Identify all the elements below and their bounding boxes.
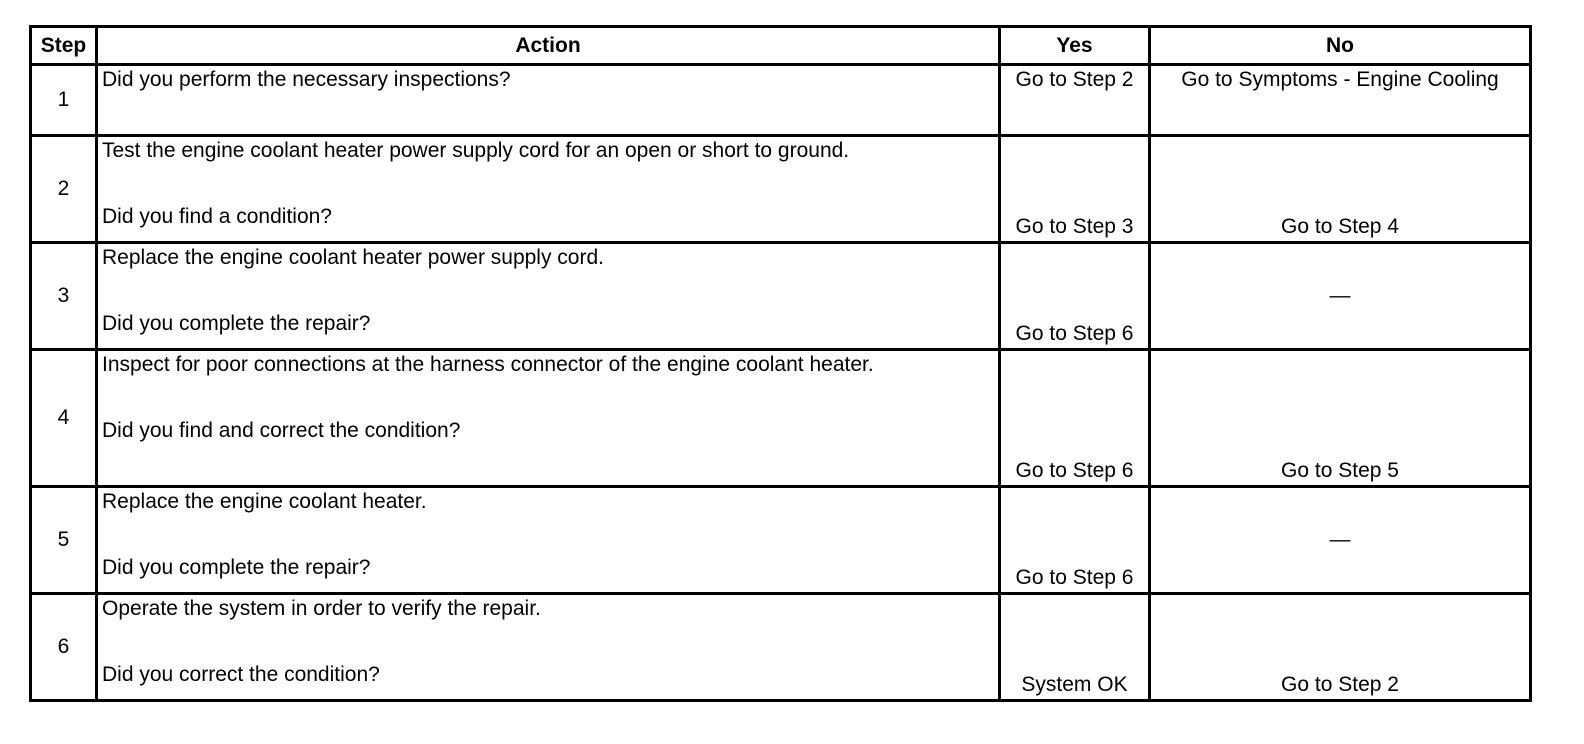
action-question: Did you find a condition? bbox=[102, 205, 332, 228]
action-cell bbox=[97, 243, 1000, 350]
action-question: Did you correct the condition? bbox=[102, 663, 380, 686]
header-no: No bbox=[1150, 27, 1531, 65]
step-number: 5 bbox=[31, 487, 97, 594]
header-row bbox=[31, 27, 1531, 65]
action-text: Operate the system in order to verify the repair. bbox=[102, 597, 541, 620]
table-row bbox=[31, 65, 1531, 136]
diagnostic-table bbox=[29, 25, 1532, 702]
step-number: 4 bbox=[31, 350, 97, 487]
table-row bbox=[31, 136, 1531, 243]
no-cell: Go to Step 4 bbox=[1150, 136, 1531, 243]
action-question: Did you complete the repair? bbox=[102, 312, 371, 335]
yes-text: Go to Step 6 bbox=[1015, 566, 1134, 589]
action-text: Inspect for poor connections at the harness connector of the engine coolant heater. bbox=[102, 353, 874, 376]
yes-text: Go to Step 6 bbox=[1015, 322, 1134, 345]
yes-cell bbox=[1000, 136, 1150, 243]
action-cell bbox=[97, 136, 1000, 243]
action-cell bbox=[97, 350, 1000, 487]
no-cell: — bbox=[1150, 487, 1531, 594]
step-number: 2 bbox=[31, 136, 97, 243]
step-number: 3 bbox=[31, 243, 97, 350]
yes-cell bbox=[1000, 243, 1150, 350]
action-text: Replace the engine coolant heater power supply cord. bbox=[102, 246, 604, 269]
action-text: Did you perform the necessary inspections? bbox=[102, 68, 511, 91]
table-row bbox=[31, 487, 1531, 594]
yes-text: Go to Step 2 bbox=[1015, 68, 1134, 91]
yes-cell bbox=[1000, 487, 1150, 594]
action-text: Replace the engine coolant heater. bbox=[102, 490, 427, 513]
header-action: Action bbox=[97, 27, 1000, 65]
step-number: 6 bbox=[31, 594, 97, 701]
table-row bbox=[31, 243, 1531, 350]
yes-cell bbox=[1000, 594, 1150, 701]
no-cell: — bbox=[1150, 243, 1531, 350]
header-step: Step bbox=[31, 27, 97, 65]
action-text: Test the engine coolant heater power supply cord for an open or short to ground. bbox=[102, 139, 850, 162]
yes-cell bbox=[1000, 65, 1150, 136]
table-row bbox=[31, 350, 1531, 487]
yes-text: System OK bbox=[1021, 673, 1128, 696]
action-cell bbox=[97, 487, 1000, 594]
action-question: Did you complete the repair? bbox=[102, 556, 371, 579]
yes-cell bbox=[1000, 350, 1150, 487]
action-cell bbox=[97, 594, 1000, 701]
action-cell bbox=[97, 65, 1000, 136]
no-cell: Go to Step 2 bbox=[1150, 594, 1531, 701]
step-number: 1 bbox=[31, 65, 97, 136]
header-yes: Yes bbox=[1000, 27, 1150, 65]
table-row bbox=[31, 594, 1531, 701]
action-question: Did you find and correct the condition? bbox=[102, 419, 461, 442]
no-cell: Go to Symptoms - Engine Cooling bbox=[1150, 65, 1531, 136]
yes-text: Go to Step 6 bbox=[1015, 459, 1134, 482]
yes-text: Go to Step 3 bbox=[1015, 215, 1134, 238]
no-cell: Go to Step 5 bbox=[1150, 350, 1531, 487]
